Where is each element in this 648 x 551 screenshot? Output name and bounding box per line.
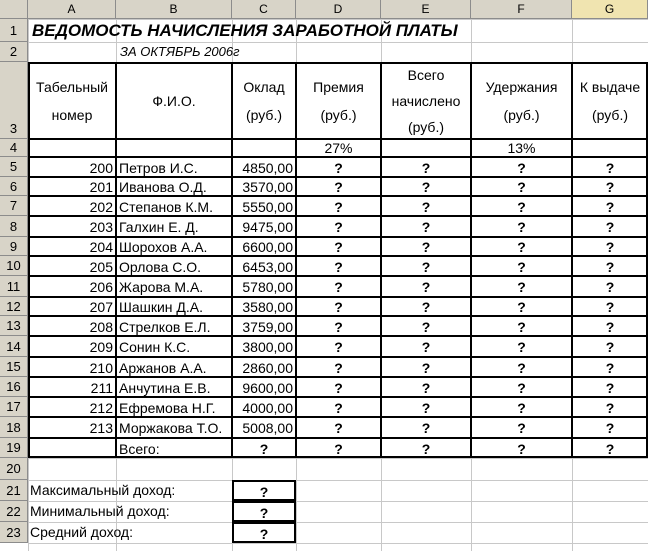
column-header-e[interactable]: E [381, 0, 471, 19]
formula-placeholder-cell[interactable]: ? [381, 316, 471, 336]
employee-name-cell[interactable]: Степанов К.М. [116, 196, 232, 216]
employee-name-cell[interactable]: Орлова С.О. [116, 256, 232, 276]
tab-number-cell[interactable]: 210 [28, 357, 116, 377]
header-salary[interactable]: Оклад (руб.) [232, 62, 296, 139]
formula-placeholder-cell[interactable]: ? [471, 196, 572, 216]
formula-placeholder-cell[interactable]: ? [296, 216, 381, 237]
row-header-20[interactable]: 20 [0, 458, 28, 480]
header-bonus[interactable]: Премия (руб.) [296, 62, 381, 139]
stat-label-cell[interactable]: Минимальный доход: [30, 503, 170, 519]
employee-name-cell[interactable]: Анчутина Е.В. [116, 377, 232, 397]
stat-value-cell[interactable]: ? [232, 522, 296, 543]
salary-cell[interactable]: 4000,00 [232, 397, 296, 417]
formula-placeholder-cell[interactable]: ? [572, 237, 648, 256]
formula-placeholder-cell[interactable]: ? [471, 276, 572, 297]
formula-placeholder-cell[interactable]: ? [296, 377, 381, 397]
formula-placeholder-cell[interactable]: ? [296, 336, 381, 357]
tab-number-cell[interactable]: 208 [28, 316, 116, 336]
header-fio[interactable]: Ф.И.О. [116, 62, 232, 139]
formula-placeholder-cell[interactable]: ? [471, 316, 572, 336]
deduct-percent-cell[interactable]: 13% [471, 139, 572, 157]
formula-placeholder-cell[interactable]: ? [471, 216, 572, 237]
tab-number-cell[interactable]: 209 [28, 336, 116, 357]
header-total[interactable]: Всего начислено (руб.) [381, 62, 471, 139]
sheet-title: ВЕДОМОСТЬ НАЧИСЛЕНИЯ ЗАРАБОТНОЙ ПЛАТЫ [32, 21, 458, 40]
stat-value-cell[interactable]: ? [232, 480, 296, 501]
header-deduct[interactable]: Удержания (руб.) [471, 62, 572, 139]
stat-label-cell[interactable]: Средний доход: [30, 524, 133, 540]
formula-placeholder-cell[interactable]: ? [381, 357, 471, 377]
row-header-11[interactable]: 11 [0, 276, 28, 297]
formula-placeholder-cell[interactable]: ? [471, 237, 572, 256]
row-header-19[interactable]: 19 [0, 438, 28, 458]
employee-name-cell[interactable]: Галхин Е. Д. [116, 216, 232, 237]
formula-placeholder-cell[interactable]: ? [381, 196, 471, 216]
formula-placeholder-cell[interactable]: ? [572, 397, 648, 417]
salary-cell[interactable]: 6453,00 [232, 256, 296, 276]
salary-cell[interactable]: 5008,00 [232, 417, 296, 438]
stat-label-cell[interactable]: Максимальный доход: [30, 482, 176, 498]
tab-number-cell[interactable]: 204 [28, 237, 116, 256]
formula-placeholder-cell[interactable]: ? [381, 157, 471, 177]
employee-name-cell[interactable]: Шорохов А.А. [116, 237, 232, 256]
salary-cell[interactable]: 3800,00 [232, 336, 296, 357]
formula-placeholder-cell[interactable]: ? [572, 177, 648, 196]
formula-placeholder-cell[interactable]: ? [471, 417, 572, 438]
tab-number-cell[interactable]: 207 [28, 297, 116, 316]
row-header-13[interactable]: 13 [0, 316, 28, 336]
formula-placeholder-cell[interactable]: ? [381, 237, 471, 256]
tab-number-cell[interactable]: 202 [28, 196, 116, 216]
formula-placeholder-cell[interactable]: ? [381, 177, 471, 196]
total-empty-cell[interactable] [28, 438, 116, 458]
salary-cell[interactable]: 9475,00 [232, 216, 296, 237]
tab-number-cell[interactable]: 213 [28, 417, 116, 438]
formula-placeholder-cell[interactable]: ? [572, 256, 648, 276]
salary-cell[interactable]: 3580,00 [232, 297, 296, 316]
tab-number-cell[interactable]: 212 [28, 397, 116, 417]
row-header-5[interactable]: 5 [0, 157, 28, 177]
formula-placeholder-cell[interactable]: ? [296, 276, 381, 297]
employee-name-cell[interactable]: Иванова О.Д. [116, 177, 232, 196]
employee-name-cell[interactable]: Стрелков Е.Л. [116, 316, 232, 336]
formula-placeholder-cell[interactable]: ? [381, 297, 471, 316]
cell-r4-e[interactable] [381, 139, 471, 157]
formula-placeholder-cell[interactable]: ? [296, 397, 381, 417]
formula-placeholder-cell[interactable]: ? [471, 357, 572, 377]
salary-cell[interactable]: 5550,00 [232, 196, 296, 216]
header-tab-no[interactable]: Табельный номер [28, 62, 116, 139]
formula-placeholder-cell[interactable]: ? [296, 196, 381, 216]
row-header-4[interactable]: 4 [0, 139, 28, 157]
column-header-g[interactable]: G [572, 0, 648, 19]
row-header-14[interactable]: 14 [0, 336, 28, 357]
formula-placeholder-cell[interactable]: ? [381, 397, 471, 417]
total-placeholder-cell[interactable]: ? [232, 438, 296, 458]
row-header-15[interactable]: 15 [0, 357, 28, 377]
total-placeholder-cell[interactable]: ? [572, 438, 648, 458]
cell-r4-a[interactable] [28, 139, 116, 157]
formula-placeholder-cell[interactable]: ? [572, 316, 648, 336]
row-header-12[interactable]: 12 [0, 297, 28, 316]
tab-number-cell[interactable]: 203 [28, 216, 116, 237]
total-placeholder-cell[interactable]: ? [296, 438, 381, 458]
tab-number-cell[interactable]: 206 [28, 276, 116, 297]
salary-cell[interactable]: 6600,00 [232, 237, 296, 256]
row-header-8[interactable]: 8 [0, 216, 28, 237]
cell-r4-c[interactable] [232, 139, 296, 157]
column-header-d[interactable]: D [296, 0, 381, 19]
row-header-21[interactable]: 21 [0, 480, 28, 501]
column-header-c[interactable]: C [232, 0, 296, 19]
sheet-subtitle: ЗА ОКТЯБРЬ 2006г [120, 44, 240, 59]
row-header-1[interactable]: 1 [0, 19, 28, 42]
formula-placeholder-cell[interactable]: ? [381, 417, 471, 438]
formula-placeholder-cell[interactable]: ? [296, 417, 381, 438]
row-header-6[interactable]: 6 [0, 177, 28, 196]
total-label-cell[interactable]: Всего: [116, 438, 232, 458]
salary-cell[interactable]: 3759,00 [232, 316, 296, 336]
employee-name-cell[interactable]: Петров И.С. [116, 157, 232, 177]
formula-placeholder-cell[interactable]: ? [572, 336, 648, 357]
row-header-22[interactable]: 22 [0, 501, 28, 522]
salary-cell[interactable]: 2860,00 [232, 357, 296, 377]
salary-cell[interactable]: 9600,00 [232, 377, 296, 397]
cell-r4-b[interactable] [116, 139, 232, 157]
employee-name-cell[interactable]: Моржакова Т.О. [116, 417, 232, 438]
formula-placeholder-cell[interactable]: ? [471, 177, 572, 196]
row-header-17[interactable]: 17 [0, 397, 28, 417]
formula-placeholder-cell[interactable]: ? [296, 316, 381, 336]
tab-number-cell[interactable]: 205 [28, 256, 116, 276]
row-header-18[interactable]: 18 [0, 417, 28, 438]
row-header-7[interactable]: 7 [0, 196, 28, 216]
column-header-b[interactable]: B [116, 0, 232, 19]
formula-placeholder-cell[interactable]: ? [572, 196, 648, 216]
employee-name-cell[interactable]: Аржанов А.А. [116, 357, 232, 377]
formula-placeholder-cell[interactable]: ? [296, 297, 381, 316]
formula-placeholder-cell[interactable]: ? [572, 297, 648, 316]
employee-name-cell[interactable]: Жарова М.А. [116, 276, 232, 297]
formula-placeholder-cell[interactable]: ? [296, 157, 381, 177]
formula-placeholder-cell[interactable]: ? [471, 377, 572, 397]
formula-placeholder-cell[interactable]: ? [296, 256, 381, 276]
column-header-a[interactable]: A [28, 0, 116, 19]
row-header-9[interactable]: 9 [0, 237, 28, 256]
employee-name-cell[interactable]: Шашкин Д.А. [116, 297, 232, 316]
employee-name-cell[interactable]: Ефремова Н.Г. [116, 397, 232, 417]
formula-placeholder-cell[interactable]: ? [471, 397, 572, 417]
header-payout[interactable]: К выдаче (руб.) [572, 62, 648, 139]
formula-placeholder-cell[interactable]: ? [572, 417, 648, 438]
total-placeholder-cell[interactable]: ? [381, 438, 471, 458]
total-placeholder-cell[interactable]: ? [471, 438, 572, 458]
employee-name-cell[interactable]: Сонин К.С. [116, 336, 232, 357]
formula-placeholder-cell[interactable]: ? [471, 297, 572, 316]
formula-placeholder-cell[interactable]: ? [296, 237, 381, 256]
bonus-percent-cell[interactable]: 27% [296, 139, 381, 157]
tab-number-cell[interactable]: 211 [28, 377, 116, 397]
row-header-23[interactable]: 23 [0, 522, 28, 543]
formula-placeholder-cell[interactable]: ? [572, 276, 648, 297]
salary-cell[interactable]: 4850,00 [232, 157, 296, 177]
tab-number-cell[interactable]: 200 [28, 157, 116, 177]
formula-placeholder-cell[interactable]: ? [471, 336, 572, 357]
cell-r4-g[interactable] [572, 139, 648, 157]
row-header-3[interactable]: 3 [0, 62, 28, 139]
formula-placeholder-cell[interactable]: ? [296, 357, 381, 377]
formula-placeholder-cell[interactable]: ? [296, 177, 381, 196]
column-header-f[interactable]: F [471, 0, 572, 19]
formula-placeholder-cell[interactable]: ? [471, 157, 572, 177]
formula-placeholder-cell[interactable]: ? [572, 377, 648, 397]
formula-placeholder-cell[interactable]: ? [381, 276, 471, 297]
row-header-10[interactable]: 10 [0, 256, 28, 276]
formula-placeholder-cell[interactable]: ? [572, 216, 648, 237]
formula-placeholder-cell[interactable]: ? [381, 216, 471, 237]
formula-placeholder-cell[interactable]: ? [381, 377, 471, 397]
stat-value-cell[interactable]: ? [232, 501, 296, 522]
row-header-2[interactable]: 2 [0, 42, 28, 62]
formula-placeholder-cell[interactable]: ? [381, 336, 471, 357]
formula-placeholder-cell[interactable]: ? [471, 256, 572, 276]
row-header-16[interactable]: 16 [0, 377, 28, 397]
salary-cell[interactable]: 5780,00 [232, 276, 296, 297]
tab-number-cell[interactable]: 201 [28, 177, 116, 196]
formula-placeholder-cell[interactable]: ? [572, 157, 648, 177]
formula-placeholder-cell[interactable]: ? [572, 357, 648, 377]
gridline-h [28, 543, 648, 544]
select-all-corner[interactable] [0, 0, 28, 19]
salary-cell[interactable]: 3570,00 [232, 177, 296, 196]
formula-placeholder-cell[interactable]: ? [381, 256, 471, 276]
